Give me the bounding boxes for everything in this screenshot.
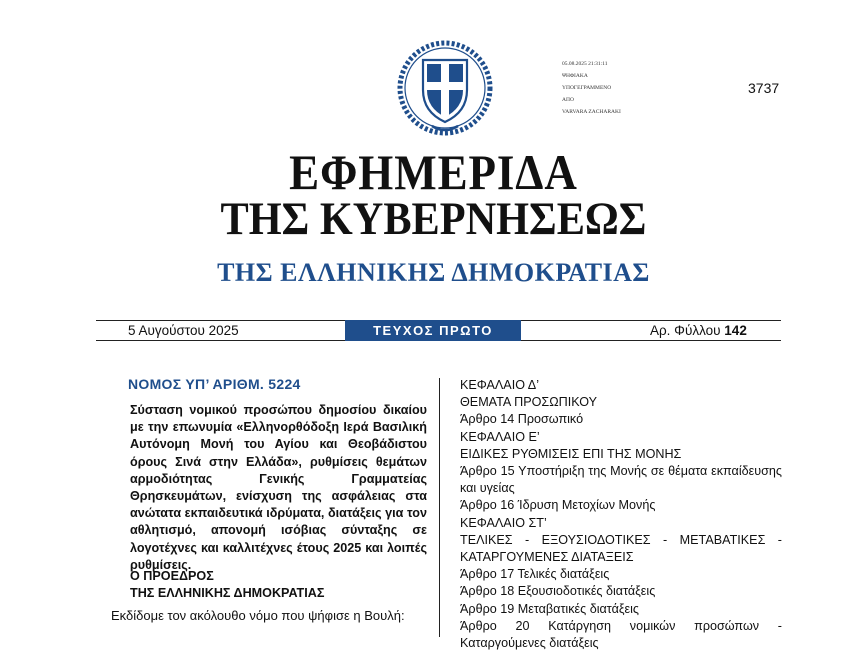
sheet-number [650,323,747,338]
sheet-label: Αρ. Φύλλου [650,323,721,338]
toc-chapter-heading: ΚΕΦΑΛΑΙΟ Δ’ [460,378,540,392]
law-title: ΝΟΜΟΣ ΥΠ’ ΑΡΙΘΜ. 5224 [128,376,301,392]
president-line: ΤΗΣ ΕΛΛΗΝΙΚΗΣ ΔΗΜΟΚΡΑΤΙΑΣ [130,586,325,600]
president-heading [130,568,324,602]
toc-chapter-title: ΘΕΜΑΤΑ ΠΡΟΣΩΠΙΚΟΥ [460,395,597,410]
president-line: Ο ΠΡΟΕΔΡΟΣ [130,569,214,583]
column-divider [439,378,440,637]
signature-line: VARVARA ZACHARAKI [562,109,621,115]
sheet-value: 142 [724,323,747,338]
signature-line: ΨΗΦΙΑΚΑ [562,73,588,79]
signature-line: 05.08.2025 21:31:11 [562,61,608,67]
coat-of-arms-emblem [396,38,494,138]
toc-article: Άρθρο 17 Τελικές διατάξεις [460,567,610,582]
signature-line: ΑΠΟ [562,97,574,103]
issue-date: 5 Αυγούστου 2025 [128,323,239,338]
table-of-contents [460,377,782,652]
issue-label: ΤΕΥΧΟΣ ΠΡΩΤΟ [345,320,521,341]
enactment-clause: Εκδίδομε τον ακόλουθο νόμο που ψήφισε η Βουλή: [111,608,405,623]
toc-article: Άρθρο 16 Ίδρυση Μετοχίων Μονής [460,498,656,513]
masthead-title: ΕΦΗΜΕΡΙΔΑ [289,144,578,200]
digital-signature-stamp [562,58,621,118]
toc-chapter-heading: ΚΕΦΑΛΑΙΟ ΣΤ’ [460,515,547,530]
masthead-republic: ΤΗΣ ΕΛΛΗΝΙΚΗΣ ΔΗΜΟΚΡΑΤΙΑΣ [217,258,650,287]
toc-article: Άρθρο 14 Προσωπικό [460,412,584,427]
law-summary: Σύσταση νομικού προσώπου δημοσίου δικαίου με την επωνυμία «Ελληνορθόδοξη Ιερά Βασιλική Αυτόνομη Μονή του Αγίου και Θεοβάδιστου όρους Σινά στην Ελλάδα», ρυθμίσεις θεμάτων αρμοδιότητας Γενικής Γραμματείας Θρησκευμάτων, ενίσχυση της ασφάλειας στα ανώτατα εκπαιδευτικά ιδρύματα, διατάξεις για τον αθλητισμό, απονομή ισόβιας σύνταξης σε λογοτέχνες και καλλιτέχνες έτους 2025 και λοιπές ρυθμίσεις. [130,403,427,572]
signature-line: ΥΠΟΓΕΓΡΑΜΜΕΝΟ [562,85,612,91]
page-number: 3737 [748,80,780,96]
toc-article: Άρθρο 18 Εξουσιοδοτικές διατάξεις [460,584,656,599]
toc-article: Άρθρο 20 Κατάργηση νομικών προσώπων - Καταργούμενες διατάξεις [460,618,782,651]
masthead-subtitle: ΤΗΣ ΚΥΒΕΡΝΗΣΕΩΣ [220,193,647,245]
toc-chapter-heading: ΚΕΦΑΛΑΙΟ Ε’ [460,429,540,444]
toc-chapter-title: ΤΕΛΙΚΕΣ - ΕΞΟΥΣΙΟΔΟΤΙΚΕΣ - ΜΕΤΑΒΑΤΙΚΕΣ - ΚΑΤΑΡΓΟΥΜΕΝΕΣ ΔΙΑΤΑΞΕΙΣ [460,532,782,565]
toc-chapter-title: ΕΙΔΙΚΕΣ ΡΥΘΜΙΣΕΙΣ ΕΠΙ ΤΗΣ ΜΟΝΗΣ [460,446,682,461]
toc-article: Άρθρο 19 Μεταβατικές διατάξεις [460,601,639,616]
toc-article: Άρθρο 15 Υποστήριξη της Μονής σε θέματα εκπαίδευσης και υγείας [460,464,782,496]
